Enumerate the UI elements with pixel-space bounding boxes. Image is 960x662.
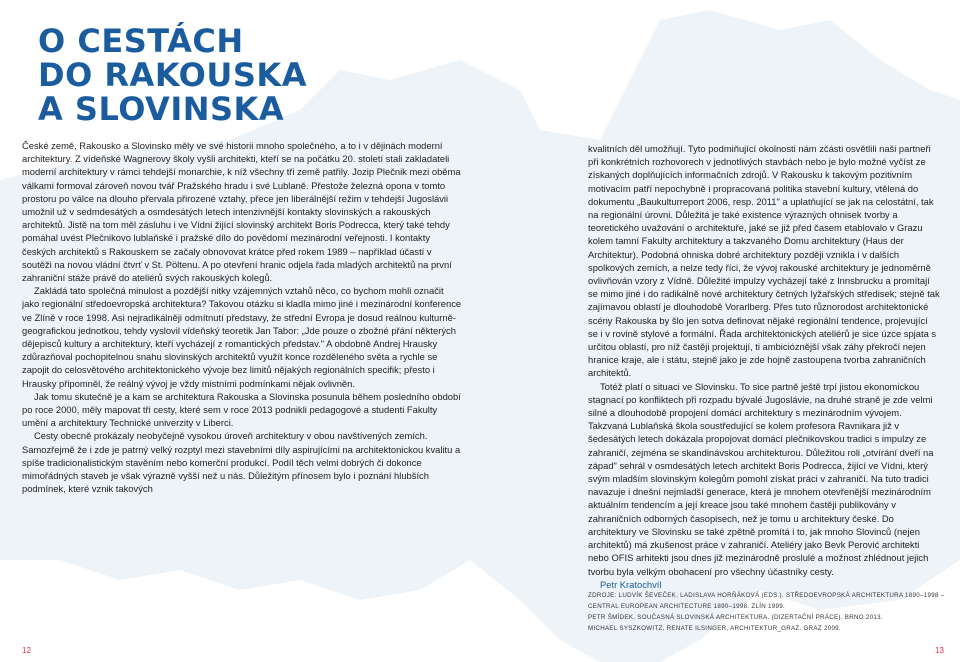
page-number-left: 12	[22, 646, 31, 655]
page-number-right: 13	[935, 646, 944, 655]
paragraph: České země, Rakousko a Slovinsko měly ve své historii mnoho společného, a to i v dějinách moderní architektury. Z vídeňské Wagnerovy školy vyšli architekti, kteří se na počátku 20. století stali zakladateli moderní architektury v rámci tehdejší monarchie, k níž všechny tři země patřily. Jozip Plečnik mezi oběma válkami formoval zároveň novou tvář Pražského hradu i své Lublaně. Přestože železná opona v tomto prostoru po válce na dlouho přervala přirozené vztahy, přece jen liberálnější režim v tehdejší Jugoslávii umožnil už v sedmdesátých a osmdesátých letech intenzivnější kontakty slovinských a rakouských architektů. Jistě na tom měl zásluhu i ve Vídni žijící slovinský architekt Boris Podrecca, který také tehdy pomáhal uvést Plečnikovo lublaňské i pražské dílo do povědomí mezinárodní veřejnosti. I kontakty českých architektů s Rakouskem se začaly obnovovat krátce před rokem 1989 – například účastí v soutěži na novou vládní čtvrť v St. Pöltenu. A po otevření hranic odjela řada mladých architektů na první zahraniční stáže právě do ateliérů svých rakouských kolegů.	[22, 140, 461, 284]
paragraph: Totéž platí o situaci ve Slovinsku. To sice partně ještě trpí jistou ekonomickou stagnací po konfliktech při rozpadu bývalé Jugoslávie, na druhé straně je zde velmi silné a dlouhodobě propojení domácí architektury s mezinárodním vývojem. Takzvaná Lublaňská škola soustředující se kolem profesora Ravnikara již v šedesátých letech dokázala propojovat domácí plečnikovskou tradici s impulzy ze zahraničí, zejména se skandinávskou architekturou. Důležitou roli „otvírání dveří na západ" sehrál v osmdesátých letech architekt Boris Podrecca, žijící ve Vídni, který svým mladším slovinským kolegům pomohl získat práci v zahraničí. Na tuto tradici navazuje i dnešní nejmladší generace, která je mnohem otevřenější mezinárodním aktuálním tendencím a její kreace jsou také mnohem častěji publikovány v zahraničních odborných časopisech, než je tomu u architektury české. Do architektury ve Slovinsku se také zpětně promítá i to, jak mnoho Slovinců (nejen architektů) má zkušenost práce v zahraničí. Ateliéry jako Bevk Perović architekti nebo OFIS arhitekti jsou dnes již mezinárodně proslulé a možnost zhlédnout jejich tvorbu byla velkým obohacení pro všechny účastníky cesty.	[588, 380, 934, 577]
source-item: ZDROJE: LUDVÍK ŠEVEČEK, LADISLAVA HORŇÁKOVÁ (EDS.). STŘEDOEVROPSKÁ ARCHITEKTURA 1890–1998 –	[588, 592, 945, 599]
paragraph: Zakládá tato společná minulost a pozdější nitky vzájemných vztahů něco, co bychom mohli označit jako regionální středoevropská architektura? Takovou otázku si kladla mimo jiné i mezinárodní konference ve Zlíně v roce 1998. Asi nejradikálněji odmítnutí představy, že střední Evropa je dosud reálnou kulturně-geografickou jednotkou, tehdy vyslovil vídeňský teoretik Jan Tabor: „Jde pouze o zbožné přání některých dějepisců kultury a architektury, kteří vycházejí z romantických představ." A obdobně Andrej Hrausky zdůrazňoval pochopitelnou snahu slovinských architektů využít konce rozděleného světa a rychle se zapojit do celosvětového architektonického vývoje bez limitů nějakých regionálních specifik; přesto i Hrausky připomněl, že reálný vývoj je vždy mistními podmínkami nějak ovlivněn.	[22, 285, 462, 389]
sources-list	[588, 590, 948, 634]
article-title	[38, 24, 307, 126]
source-item: MICHAEL SYSZKOWITZ, RENATE ILSINGER, ARCHITEKTUR_GRAZ. GRAZ 2009.	[588, 625, 841, 632]
source-item: CENTRAL EUROPEAN ARCHITECTURE 1890–1998. ZLÍN 1999.	[588, 603, 785, 610]
paragraph: kvalitních děl umožňují. Tyto podmiňující okolnosti nám zčásti osvětlili naši partneři při konkrétních rozhovorech v jednotlivých stavbách nebo je bylo možné vyčíst ze získaných doplňujících informačních zdrojů. V Rakousku k takovým pozitivním motivacím patří nepochybně i propracovaná politika stavební kultury, vtělená do dokumentu „Baukulturreport 2006, resp. 2011" a uplatňující se jak na celostátní, tak na regionální úrovni. Důležitá je také existence výrazných ohnisek tvorby a teoretického uvažování o architektuře, jaké se již před časem etablovalo v Grazu kolem tamní Fakulty architektury a takzvaného Domu architektury (Haus der Architektur). Podobná ohniska dobré architektury později vznikla i v dalších spolkových zemích, a nelze tedy říci, že vývoj rakouské architektury je jednoměrně ovlivňován vzory z Vídně. Důležité impulzy vycházejí také z Innsbrucku a promítají se mimo jiné i do radikálně nové architektury četných lyžařských středisek; stejně tak zajímavou oblastí je dlouhodobě Vorarlberg. Přes tuto různorodost architektonické scény Rakouska by šlo jen sotva definovat nějaké regionální tendence, projevující se i v rovině stylové a formální. Řada architektonických ateliérů je sice úzce spjata s určitou oblastí, pro níž častěji projektují, ti ambicióznější však záhy překročí nejen hranice kraje, ale i státu, stejně jako je zde hojně zastoupena tvorba zahraničních architektů.	[588, 143, 940, 379]
title-line: O CESTÁCH	[38, 22, 244, 60]
right-column-text	[588, 142, 940, 591]
title-line: DO RAKOUSKA	[38, 56, 307, 94]
source-item: PETR ŠMÍDEK, SOUČASNÁ SLOVINSKÁ ARCHITEKTURA. (DIZERTAČNÍ PRÁCE). BRNO 2013.	[588, 614, 883, 621]
author-name: Petr Kratochvíl	[600, 578, 662, 590]
paragraph: Cesty obecně prokázaly neobyčejně vysokou úroveň architektury v obou navštívených zemích. Samozřejmě že i zde je patrný velký rozptyl mezi stavebními díly aspirujícími na architektonickou kvalitu a spíše tradicionalistickým stavěním nebo komerční produkcí. Podíl těch velmi dobrých či dokonce mimořádných staveb je však výrazně vyšší než u nás. Důležitým přínosem bylo i poznání hlubších podmínek, které vznik takových	[22, 430, 461, 495]
paragraph: Jak tomu skutečně je a kam se architektura Rakouska a Slovinska posunula během posledního období po roce 2000, měly mapovat tři cesty, které sem v roce 2013 podnikli pedagogové a studenti Fakulty umění a architektury Technické univerzity v Liberci.	[22, 390, 461, 429]
left-column-text	[22, 139, 462, 495]
title-line: A SLOVINSKA	[38, 90, 285, 128]
